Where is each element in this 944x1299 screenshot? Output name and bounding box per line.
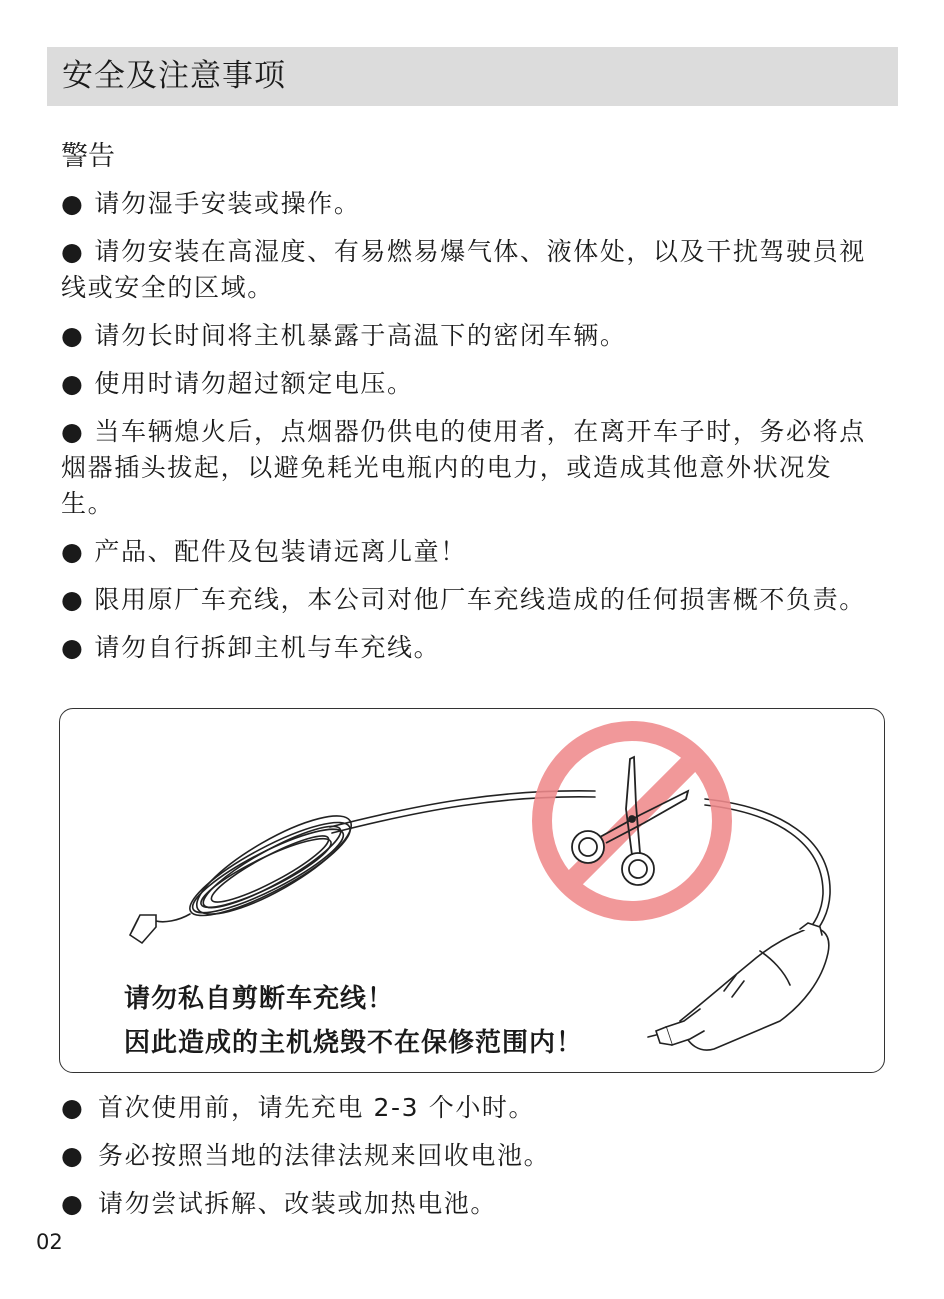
page-title: 安全及注意事项 [62,58,286,94]
bullet-icon: ● [61,1093,85,1122]
list-item: ● 请勿自行拆卸主机与车充线。 [61,633,441,662]
bullet-icon: ● [61,189,85,218]
bullet-icon: ● [61,537,85,566]
bullet-icon: ● [61,321,85,350]
list-item: ● 请勿湿手安装或操作。 [61,189,361,218]
car-plug [648,923,829,1050]
page-number: 02 [36,1230,63,1254]
bullet-icon: ● [61,369,85,398]
mini-usb-connector [130,915,156,943]
bullet-icon: ● [61,633,85,662]
car-charger-cable-drawing [60,709,885,1073]
list-item: ● 限用原厂车充线，本公司对他厂车充线造成的任何损害概不负责。 [61,585,866,614]
bullet-icon: ● [61,1141,85,1170]
caption-line-2: 因此造成的主机烧毁不在保修范围内！ [124,1028,584,1058]
caption-line-1: 请勿私自剪断车充线！ [124,984,395,1014]
battery-list [61,1090,879,1234]
coiled-cable [180,799,363,930]
list-item: ● 请勿长时间将主机暴露于高温下的密闭车辆。 [61,321,627,350]
list-item: ● 请勿安装在高湿度、有易燃易爆气体、液体处，以及干扰驾驶员视线或安全的区域。 [61,237,866,302]
list-item: ● 当车辆熄火后，点烟器仍供电的使用者，在离开车子时，务必将点烟器插头拔起，以避免耗光电瓶内的电力，或造成其他意外状况发生。 [61,417,866,518]
list-item: ● 首次使用前，请先充电 2-3 个小时。 [61,1090,879,1126]
list-item: ● 产品、配件及包装请远离儿童！ [61,537,467,566]
bullet-icon: ● [61,417,85,446]
list-item: ● 请勿尝试拆解、改装或加热电池。 [61,1186,879,1222]
section-header [47,47,898,106]
bullet-icon: ● [61,237,85,266]
cable-warning-illustration [59,708,885,1073]
bullet-icon: ● [61,585,85,614]
list-item: ● 务必按照当地的法律法规来回收电池。 [61,1138,879,1174]
warning-list [61,186,879,678]
list-item: ● 使用时请勿超过额定电压。 [61,369,414,398]
warning-heading: 警告 [61,141,115,172]
bullet-icon: ● [61,1189,85,1218]
